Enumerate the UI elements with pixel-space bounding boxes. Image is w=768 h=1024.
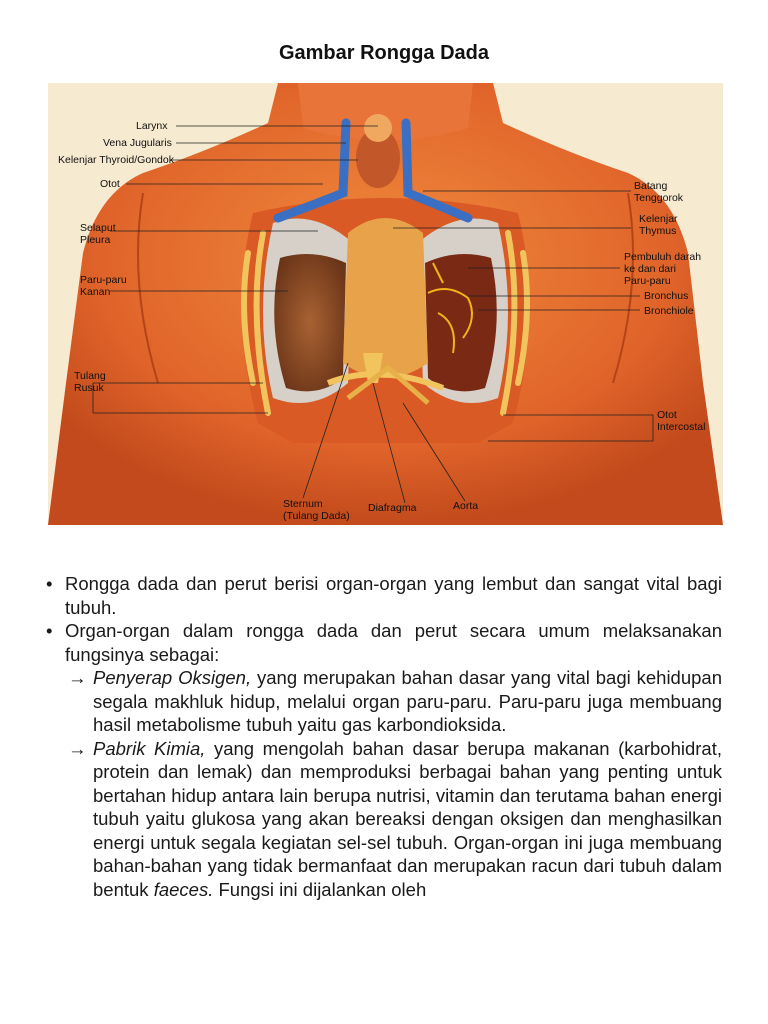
label-vena-jugularis: Vena Jugularis: [103, 137, 172, 149]
page-title: Gambar Rongga Dada: [278, 42, 490, 64]
chest-illustration: [48, 83, 723, 525]
bullet-marker: •: [46, 573, 53, 594]
label-otot: Otot: [100, 178, 120, 190]
label-sternum-2: (Tulang Dada): [283, 510, 350, 522]
label-kelenjar-thymus-2: Thymus: [639, 225, 677, 237]
label-bronchiole: Bronchiole: [644, 305, 694, 317]
label-tulang-rusuk-2: Rusuk: [74, 382, 104, 394]
function-term-faeces: faeces.: [153, 878, 214, 900]
function-item-oksigen: [46, 666, 722, 737]
label-aorta: Aorta: [453, 500, 479, 512]
function-text-tail: Fungsi ini dijalankan oleh: [213, 878, 427, 900]
label-pembuluh-1: Pembuluh darah: [624, 251, 702, 263]
bullet-item: [46, 619, 722, 666]
label-paru-kanan-1: Paru-paru: [80, 274, 127, 286]
arrow-marker: →: [68, 737, 87, 759]
label-selaput-pleura-2: Pleura: [80, 234, 111, 246]
label-sternum-1: Sternum: [283, 498, 323, 510]
label-diafragma: Diafragma: [368, 502, 417, 514]
label-batang-tenggorok-1: Batang: [634, 180, 668, 192]
function-text: yang mengolah bahan dasar berupa makanan (karbohidrat, protein dan lemak) dan memproduksi berbagai bahan yang penting untuk bertahan hidup antara lain berupa nutrisi, vitamin dan terutama bahan energi tubuh yaitu glukosa yang akan bereaksi dengan oksigen dan menghasilkan energi untuk segala kegiatan sel-sel tubuh. Organ-organ ini juga membuang bahan-bahan yang tidak bermanfaat dan merupakan racun dari tubuh dalam bentuk: [93, 737, 722, 900]
bullet-marker: •: [46, 620, 53, 641]
label-otot-intercostal-1: Otot: [657, 409, 677, 421]
function-text: yang merupakan bahan dasar yang vital bagi kehidupan segala makhluk hidup, melalui organ paru-paru. Paru-paru juga membuang hasil metabolisme tubuh yaitu gas karbondioksida.: [93, 667, 722, 735]
bullet-text: Rongga dada dan perut berisi organ-organ yang lembut dan sangat vital bagi tubuh.: [65, 573, 722, 618]
body-text: [46, 572, 722, 901]
label-pembuluh-2: ke dan dari: [624, 263, 676, 275]
label-bronchus: Bronchus: [644, 290, 689, 302]
label-paru-kanan-2: Kanan: [80, 286, 111, 298]
chest-cavity-figure: [48, 83, 723, 525]
bullet-text: Organ-organ dalam rongga dada dan perut secara umum melaksanakan fungsinya sebagai:: [65, 620, 722, 665]
label-selaput-pleura-1: Selaput: [80, 222, 116, 234]
label-kelenjar-thymus-1: Kelenjar: [639, 213, 678, 225]
label-batang-tenggorok-2: Tenggorok: [634, 192, 684, 204]
bullet-item: [46, 572, 722, 619]
label-pembuluh-3: Paru-paru: [624, 275, 671, 287]
label-otot-intercostal-2: Intercostal: [657, 421, 706, 433]
function-term: Penyerap Oksigen,: [93, 667, 252, 688]
function-item-kimia: [46, 737, 722, 902]
label-tulang-rusuk-1: Tulang: [74, 370, 106, 382]
arrow-marker: →: [68, 667, 87, 688]
function-term: Pabrik Kimia,: [93, 737, 206, 759]
label-larynx: Larynx: [136, 120, 168, 132]
label-kelenjar-thyroid: Kelenjar Thyroid/Gondok: [58, 154, 174, 166]
